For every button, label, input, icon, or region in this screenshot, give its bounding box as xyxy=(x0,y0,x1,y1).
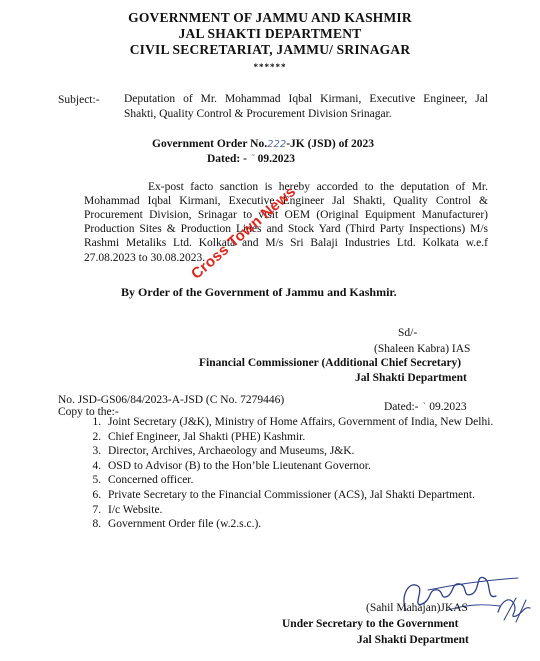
body-line-6: 27.08.2023 to 30.08.2023. xyxy=(84,252,206,264)
copy-to-label: Copy to the:- xyxy=(58,406,119,418)
body-line-5: Rashmi Metaliks Ltd. Kolkata and M/s Sri Balaji Industries Ltd. Kolkata w.e.f xyxy=(84,237,488,249)
order-dated xyxy=(207,152,295,167)
order-dated-mark: ˜ xyxy=(249,154,255,165)
under-secretary-name: (Sahil Mahajan)JKAS xyxy=(366,602,468,614)
body-line-2: Mohammad Iqbal Kirmani, Executive Engineer Jal Shakti, Quality Control & xyxy=(84,195,488,207)
subject-line-2: Shakti, Quality Control & Procurement Division Srinagar. xyxy=(124,108,392,120)
reference-dated-prefix: Dated:- xyxy=(384,401,419,413)
list-item: 4. OSD to Advisor (B) to the Hon’ble Lieutenant Governor. xyxy=(104,459,504,474)
order-dated-prefix: Dated: - xyxy=(207,153,247,165)
order-prefix: Government Order No. xyxy=(152,138,268,150)
reference-dated-mark: ` xyxy=(421,402,427,413)
reference-dated-suffix: 09.2023 xyxy=(429,401,467,413)
reference-dated xyxy=(384,400,467,415)
reference-number: No. JSD-GS06/84/2023-A-JSD (C No. 7279446) xyxy=(58,394,285,406)
copy-to-list xyxy=(84,415,504,532)
list-item: 3. Director, Archives, Archaeology and Museums, J&K. xyxy=(104,444,504,459)
list-item: 6. Private Secretary to the Financial Commissioner (ACS), Jal Shakti Department. xyxy=(104,488,504,503)
under-secretary-designation: Under Secretary to the Government xyxy=(282,618,459,630)
subject-label: Subject:- xyxy=(58,94,100,106)
list-item: 1. Joint Secretary (J&K), Ministry of Home Affairs, Government of India, New Delhi. xyxy=(104,415,504,430)
signatory-sd: Sd/- xyxy=(398,327,418,339)
signatory-name: (Shaleen Kabra) IAS xyxy=(374,343,471,355)
by-order-line: By Order of the Government of Jammu and Kashmir. xyxy=(121,285,397,299)
body-line-1: Ex-post facto sanction is hereby accorded to the deputation of Mr. xyxy=(148,181,488,193)
list-item: 8. Government Order file (w.2.s.c.). xyxy=(104,517,504,532)
header-secretariat: CIVIL SECRETARIAT, JAMMU/ SRINAGAR xyxy=(129,42,411,57)
under-secretary-department: Jal Shakti Department xyxy=(357,634,469,646)
header-department: JAL SHAKTI DEPARTMENT xyxy=(178,26,362,41)
body-line-3: Procurement Division, Srinagar to visit OEM (Original Equipment Manufacturer) xyxy=(84,209,488,221)
order-suffix: -JK (JSD) of 2023 xyxy=(286,138,375,150)
list-item: 2. Chief Engineer, Jal Shakti (PHE) Kashmir. xyxy=(104,430,504,445)
signatory-designation: Financial Commissioner (Additional Chief Secretary) xyxy=(199,357,462,369)
order-dated-suffix: 09.2023 xyxy=(257,153,296,165)
header-stars: ****** xyxy=(253,62,287,72)
header-government: GOVERNMENT OF JAMMU AND KASHMIR xyxy=(128,10,412,25)
list-item: 7. I/c Website. xyxy=(104,503,504,518)
body-line-4: Production Sites & Production Lines and Stock Yard (Third Party Inspections) M/s xyxy=(84,223,488,235)
order-number xyxy=(152,137,374,152)
cross-town-news-watermark: Cross Town News xyxy=(188,183,300,283)
order-number-handwritten: 222 xyxy=(267,139,287,150)
signatory-department: Jal Shakti Department xyxy=(355,372,467,384)
list-item: 5. Concerned officer. xyxy=(104,473,504,488)
subject-line-1: Deputation of Mr. Mohammad Iqbal Kirmani, Executive Engineer, Jal xyxy=(124,93,488,105)
